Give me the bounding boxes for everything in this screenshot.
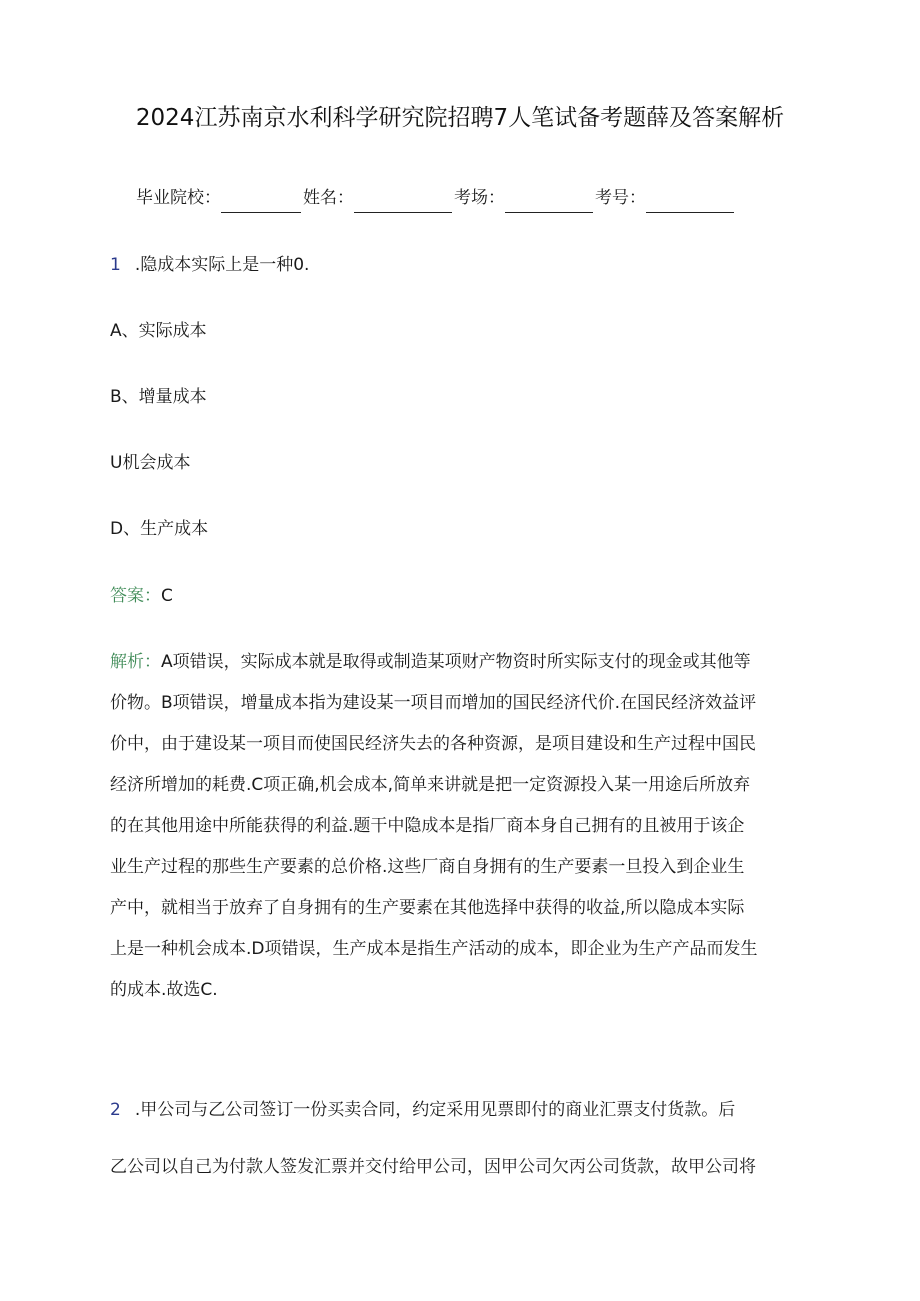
name-label: 姓名： (303, 188, 354, 208)
question-2-number: 2 (110, 1100, 121, 1120)
option-b: B、增量成本 (110, 387, 207, 407)
analysis-line: 的成本.故选C. (110, 980, 218, 1000)
option-d: D、生产成本 (110, 519, 209, 539)
analysis-line: 产中，就相当于放弃了自身拥有的生产要素在其他选择中获得的收益,所以隐成本实际 (110, 898, 745, 918)
answer-value: C (161, 586, 173, 606)
analysis-label: 解析： (110, 652, 161, 672)
analysis-line: 价中，由于建设某一项目而使国民经济失去的各种资源，是项目建设和生产过程中国民 (110, 734, 756, 754)
number-label: 考号： (595, 188, 646, 208)
room-blank (505, 192, 593, 213)
room-label: 考场： (454, 188, 505, 208)
analysis-line: 的在其他用途中所能获得的利益.题干中隐成本是指厂商本身自己拥有的且被用于该企 (110, 816, 745, 836)
question-2-text-line-1: .甲公司与乙公司签订一份买卖合同，约定采用见票即付的商业汇票支付货款。后 (134, 1100, 736, 1120)
option-a: A、实际成本 (110, 321, 207, 341)
question-1-number: 1 (110, 255, 121, 275)
question-2-stem (110, 1095, 735, 1125)
answer-line (110, 581, 173, 611)
analysis-line: 价物。B项错误，增量成本指为建设某一项目而增加的国民经济代价.在国民经济效益评 (110, 693, 757, 713)
analysis-line: 业生产过程的那些生产要素的总价格.这些厂商自身拥有的生产要素一旦投入到企业生 (110, 857, 745, 877)
question-1-stem (110, 250, 309, 280)
analysis-line: 解析：A项错误，实际成本就是取得或制造某项财产物资时所实际支付的现金或其他等 (110, 652, 751, 672)
analysis-line: 经济所增加的耗费.C项正确,机会成本,简单来讲就是把一定资源投入某一用途后所放弃 (110, 775, 751, 795)
question-1-text: .隐成本实际上是一种0. (134, 255, 310, 275)
question-2-text-line-2: 乙公司以自己为付款人签发汇票并交付给甲公司，因甲公司欠丙公司货款，故甲公司将 (110, 1157, 756, 1177)
name-blank (354, 192, 452, 213)
school-blank (221, 192, 301, 213)
option-c: U机会成本 (110, 453, 191, 473)
exam-info-line (136, 183, 736, 213)
school-label: 毕业院校： (136, 188, 221, 208)
number-blank (646, 192, 734, 213)
answer-label: 答案： (110, 586, 161, 606)
document-title: 2024江苏南京水利科学研究院招聘7人笔试备考题薛及答案解析 (135, 105, 785, 131)
analysis-line: 上是一种机会成本.D项错误，生产成本是指生产活动的成本，即企业为生产产品而发生 (110, 939, 758, 959)
analysis-paragraph (110, 647, 810, 1016)
